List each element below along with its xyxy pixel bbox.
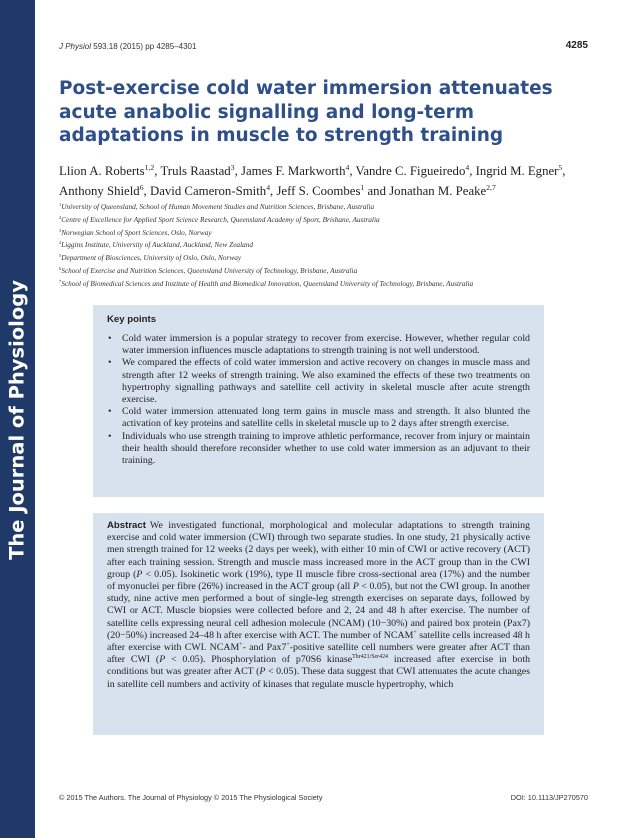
affiliation — [59, 201, 619, 214]
journal-sidebar — [0, 0, 35, 838]
author-separator: , — [234, 164, 241, 178]
author-name: Jonathan M. Peake — [389, 184, 487, 198]
affiliation — [59, 214, 619, 227]
running-header-citation — [59, 42, 196, 51]
author-affil-ref: 4 — [465, 163, 470, 173]
p-value-symbol: P — [136, 568, 143, 580]
author-affil-ref: 5 — [558, 163, 563, 173]
abstract-heading: Abstract — [107, 520, 146, 531]
sidebar-journal-name: The Journal of Physiology — [5, 280, 29, 560]
plus-superscript: + — [239, 642, 243, 649]
affiliation — [59, 252, 619, 265]
author-name: Ingrid M. Egner — [475, 164, 559, 178]
p-value-symbol: P — [259, 666, 266, 678]
author-separator: , — [562, 164, 566, 178]
footer-copyright: © 2015 The Authors. The Journal of Physiology © 2015 The Physiological Society — [59, 793, 323, 802]
author-name: Truls Raastad — [160, 164, 231, 178]
key-points-list — [107, 333, 530, 467]
abstract-text: increased after exercise in both conditions but was greater after ACT ( — [107, 654, 531, 678]
affiliation-text: University of Queensland, School of Human Movement Studies and Nutrition Sciences, Brisbane, Australia — [61, 202, 375, 211]
author-affil-ref: 4 — [266, 183, 271, 193]
plus-superscript: + — [286, 642, 290, 649]
author-affil-ref: 3 — [230, 163, 235, 173]
affiliation-number: 1 — [59, 202, 62, 208]
author-separator: and — [364, 184, 390, 198]
journal-abbrev: J Physiol — [59, 42, 92, 51]
author-affil-ref: 1,2 — [144, 163, 155, 173]
plus-superscript: + — [413, 629, 417, 636]
author-affil-ref: 1 — [360, 183, 365, 193]
author-name: Anthony Shield — [59, 184, 140, 198]
affiliation — [59, 265, 619, 278]
abstract-text: We investigated functional, morphological and molecular adaptations to strength training exercise and cold water immersion (CWI) through two separate studies. In one study, 21 physically active men strength trained for 12 weeks (2 days per week), with either 10 min of CWI or active recovery (ACT) after each training session. Strength and muscle mass increased more in the ACT group than in the CWI group ( — [107, 520, 530, 580]
affiliation — [59, 278, 619, 291]
article-title: Post-exercise cold water immersion attenuates acute anabolic signalling and long-term adaptations in muscle to strength training — [59, 78, 553, 146]
author-name: Llion A. Roberts — [59, 164, 145, 178]
abstract-text: satellite cells increased 48 h after exercise with CWI. NCAM — [107, 629, 530, 654]
author-name: Vandre C. Figueiredo — [355, 164, 466, 178]
affiliation-number: 5 — [59, 253, 62, 259]
affiliation-number: 4 — [59, 240, 62, 246]
author-name: Jeff S. Coombes — [276, 184, 361, 198]
author-name: David Cameron-Smith — [149, 184, 267, 198]
citation-details: 593.18 (2015) pp 4285–4301 — [91, 42, 197, 51]
key-points-box — [93, 305, 544, 497]
abstract-text: < 0.05). These data suggest that CWI attenuates the acute changes in satellite cell numbers and activity of kinases that regulate muscle hypertrophy, which — [107, 666, 530, 690]
affiliation-text: Liggins Institute, University of Auckland, Auckland, New Zealand — [61, 240, 254, 250]
affiliation-text: Department of Biosciences, University of Oslo, Oslo, Norway — [61, 253, 242, 263]
affiliation-number: 3 — [59, 227, 62, 233]
footer-doi: DOI: 10.1113/JP270570 — [510, 793, 588, 802]
affiliation-text: Norwegian School of Sport Sciences, Oslo, Norway — [61, 227, 212, 237]
author-affil-ref: 4 — [345, 163, 350, 173]
abstract-box — [93, 513, 544, 735]
affiliation-list — [59, 201, 619, 291]
key-point-item: • Individuals who use strength training to improve athletic performance, recover from injury or maintain their health should therefore reconsider whether to use cold water immersion as an adjuvant to their training. — [107, 431, 530, 468]
author-separator: , — [143, 184, 150, 198]
abstract-text: < 0.05), but not the CWI group. In another study, nine active men performed a bout of single-leg strength exercises on separate days, followed by CWI or ACT. Muscle biopsies were collected before and 2, 24 and 48 h after exercise. The number of satellite cells expressing neural cell adhesion molecule (NCAM) (10−30%) and paired box protein (Pax7) (20−50%) increased 24–48 h after exercise with ACT. The number of NCAM — [107, 581, 530, 641]
author-separator: , — [349, 164, 356, 178]
author-name: James F. Markworth — [240, 164, 346, 178]
author-separator: , — [270, 184, 277, 198]
key-points-heading: Key points — [107, 314, 157, 325]
affiliation — [59, 239, 619, 252]
author-separator: , — [469, 164, 476, 178]
abstract-text: -positive satellite cell numbers were greater after ACT than after CWI ( — [107, 642, 530, 666]
affiliation-text: School of Exercise and Nutrition Sciences, Queensland University of Technology, Brisbane, Australia — [61, 265, 358, 275]
affiliation-number: 7 — [59, 278, 62, 284]
kinase-site-superscript: Thr421/Ser424 — [352, 654, 389, 661]
author-affil-ref: 6 — [139, 183, 144, 193]
key-point-item: • Cold water immersion attenuated long term gains in muscle mass and strength. It also blunted the activation of key proteins and satellite cells in skeletal muscle up to 2 days after strength exercise. — [107, 406, 530, 430]
affiliation — [59, 227, 619, 240]
author-separator: , — [154, 164, 161, 178]
author-list — [59, 161, 589, 201]
affiliation-text: School of Biomedical Sciences and Institute of Health and Biomedical Innovation, Queensland University of Technology, Brisbane, Australia — [61, 278, 474, 288]
affiliation-text: Centre of Excellence for Applied Sport Science Research, Queensland Academy of Sport, Brisbane, Australia — [61, 214, 380, 224]
key-point-item: • We compared the effects of cold water immersion and active recovery on changes in muscle mass and strength after 12 weeks of strength training. We also examined the effects of these two treatments on hypertrophy signalling pathways and satellite cell activity in skeletal muscle after acute strength exercise. — [107, 357, 530, 406]
abstract-text: - and Pax7 — [242, 642, 287, 654]
affiliation-number: 6 — [59, 266, 62, 272]
author-affil-ref: 2,7 — [486, 183, 496, 193]
p-value-symbol: P — [159, 654, 166, 666]
page-number: 4285 — [565, 40, 588, 51]
p-value-symbol: P — [352, 581, 359, 593]
key-point-item: • Cold water immersion is a popular strategy to recover from exercise. However, whether regular cold water immersion influences muscle adaptations to strength training is not well understood. — [107, 333, 530, 357]
abstract-text: < 0.05). Isokinetic work (19%), type II muscle fibre cross-sectional area (17%) and the number of myonuclei per fibre (26%) increased in the ACT group (all — [107, 568, 531, 593]
abstract-text: < 0.05). Phosphorylation of p70S6 kinase — [165, 654, 353, 666]
affiliation-number: 2 — [59, 214, 62, 220]
